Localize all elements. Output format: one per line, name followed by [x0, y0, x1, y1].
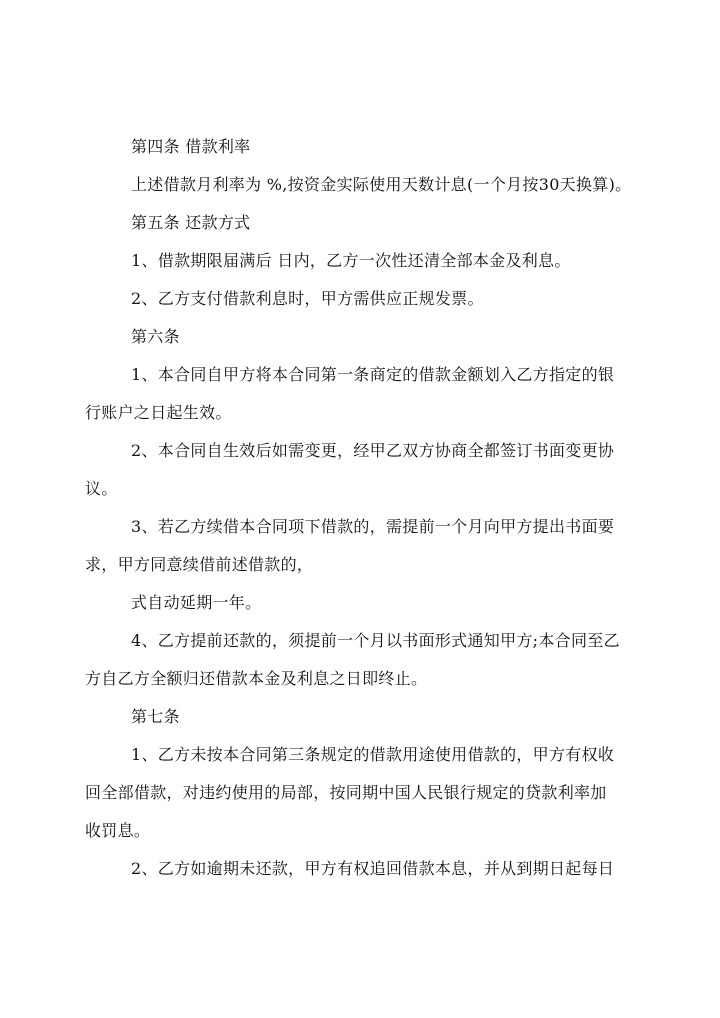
paragraph-line: 求，甲方同意续借前述借款的， — [85, 555, 314, 574]
paragraph-line: 议。 — [85, 479, 118, 498]
paragraph-line: 2、本合同自生效后如需变更，经甲乙双方协商全都签订书面变更协 — [131, 441, 615, 460]
paragraph-line: 上述借款月利率为 %,按资金实际使用天数计息(一个月按30天换算)。 — [131, 175, 632, 194]
heading-article-4: 第四条 借款利率 — [131, 137, 251, 156]
paragraph-line: 2、乙方如逾期未还款，甲方有权追回借款本息，并从到期日起每日 — [131, 859, 615, 878]
paragraph-line: 2、乙方支付借款利息时，甲方需供应正规发票。 — [131, 289, 484, 308]
paragraph-line: 4、乙方提前还款的，须提前一个月以书面形式通知甲方;本合同至乙 — [131, 631, 620, 650]
paragraph-line: 方自乙方全额归还借款本金及利息之日即终止。 — [85, 669, 428, 688]
paragraph-line: 3、若乙方续借本合同项下借款的，需提前一个月向甲方提出书面要 — [131, 517, 615, 536]
paragraph-line: 收罚息。 — [85, 821, 151, 840]
heading-article-5: 第五条 还款方式 — [131, 213, 251, 232]
document-body — [85, 128, 640, 888]
paragraph-line: 1、借款期限届满后 日内，乙方一次性还清全部本金及利息。 — [131, 251, 571, 270]
paragraph-line: 回全部借款，对违约使用的局部，按同期中国人民银行规定的贷款利率加 — [85, 783, 607, 802]
paragraph-line: 1、乙方未按本合同第三条规定的借款用途使用借款的，甲方有权收 — [131, 745, 615, 764]
paragraph-line: 式自动延期一年。 — [131, 593, 262, 612]
paragraph-line: 行账户之日起生效。 — [85, 403, 232, 422]
heading-article-7: 第七条 — [131, 707, 180, 726]
paragraph-line: 1、本合同自甲方将本合同第一条商定的借款金额划入乙方指定的银 — [131, 365, 615, 384]
heading-article-6: 第六条 — [131, 327, 180, 346]
